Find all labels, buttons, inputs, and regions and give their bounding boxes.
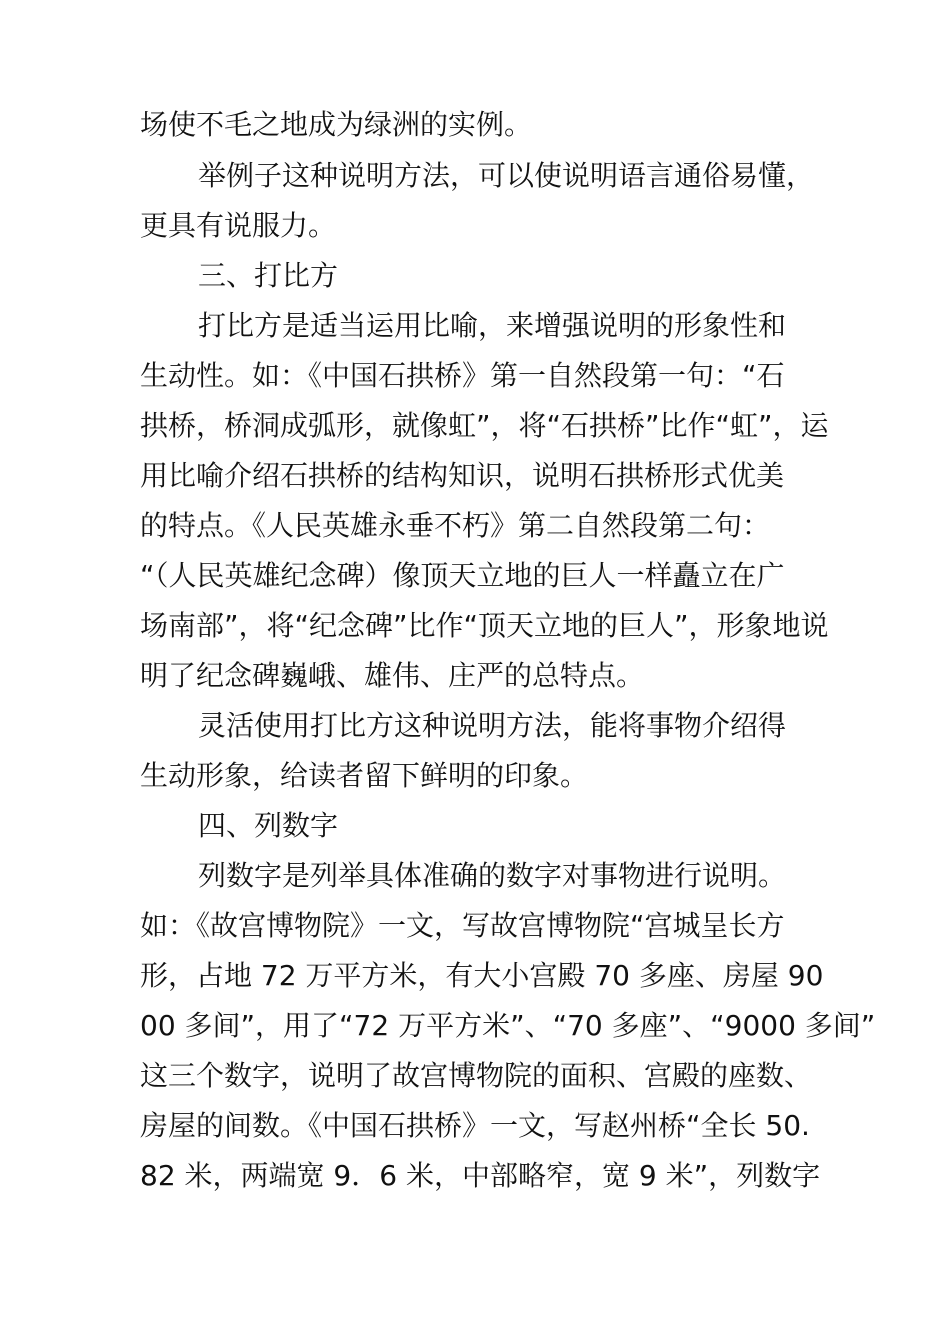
text-line: 明了纪念碑巍峨、雄伟、庄严的总特点。: [140, 659, 645, 692]
text-line: 举例子这种说明方法，可以使说明语言通俗易懂，: [198, 159, 815, 192]
text-line: 的特点。《人民英雄永垂不朽》第二自然段第二句：: [140, 509, 771, 542]
text-line: 生动形象，给读者留下鲜明的印象。: [140, 759, 589, 792]
text-line: 形，占地 72 万平方米，有大小宫殿 70 多座、房屋 90: [140, 959, 824, 992]
text-line: 打比方是适当运用比喻，来增强说明的形象性和: [198, 309, 787, 342]
text-line: 更具有说服力。: [140, 209, 337, 242]
text-line: 场南部”，将“纪念碑”比作“顶天立地的巨人”，形象地说: [140, 609, 829, 642]
text-line: 拱桥，桥洞成弧形，就像虹”，将“石拱桥”比作“虹”，运: [140, 409, 829, 442]
text-line: 房屋的间数。《中国石拱桥》一文，写赵州桥“全长 50.: [140, 1109, 810, 1142]
text-line: 用比喻介绍石拱桥的结构知识，说明石拱桥形式优美: [140, 459, 785, 492]
text-line: 列数字是列举具体准确的数字对事物进行说明。: [198, 859, 787, 892]
text-line: “（人民英雄纪念碑）像顶天立地的巨人一样矗立在广: [140, 559, 785, 592]
section-heading: 四、列数字: [198, 809, 339, 842]
text-line: 如：《故宫博物院》一文，写故宫博物院“宫城呈长方: [140, 909, 785, 942]
text-line: 82 米，两端宽 9．6 米，中部略窄，宽 9 米”，列数字: [140, 1159, 821, 1192]
text-line: 00 多间”，用了“72 万平方米”、“70 多座”、“9000 多间”: [140, 1009, 876, 1042]
section-heading: 三、打比方: [198, 259, 339, 292]
text-line: 灵活使用打比方这种说明方法，能将事物介绍得: [198, 709, 787, 742]
text-line: 场使不毛之地成为绿洲的实例。: [140, 108, 533, 141]
text-line: 生动性。如：《中国石拱桥》第一自然段第一句：“石: [140, 359, 785, 392]
text-line: 这三个数字，说明了故宫博物院的面积、宫殿的座数、: [140, 1059, 813, 1092]
